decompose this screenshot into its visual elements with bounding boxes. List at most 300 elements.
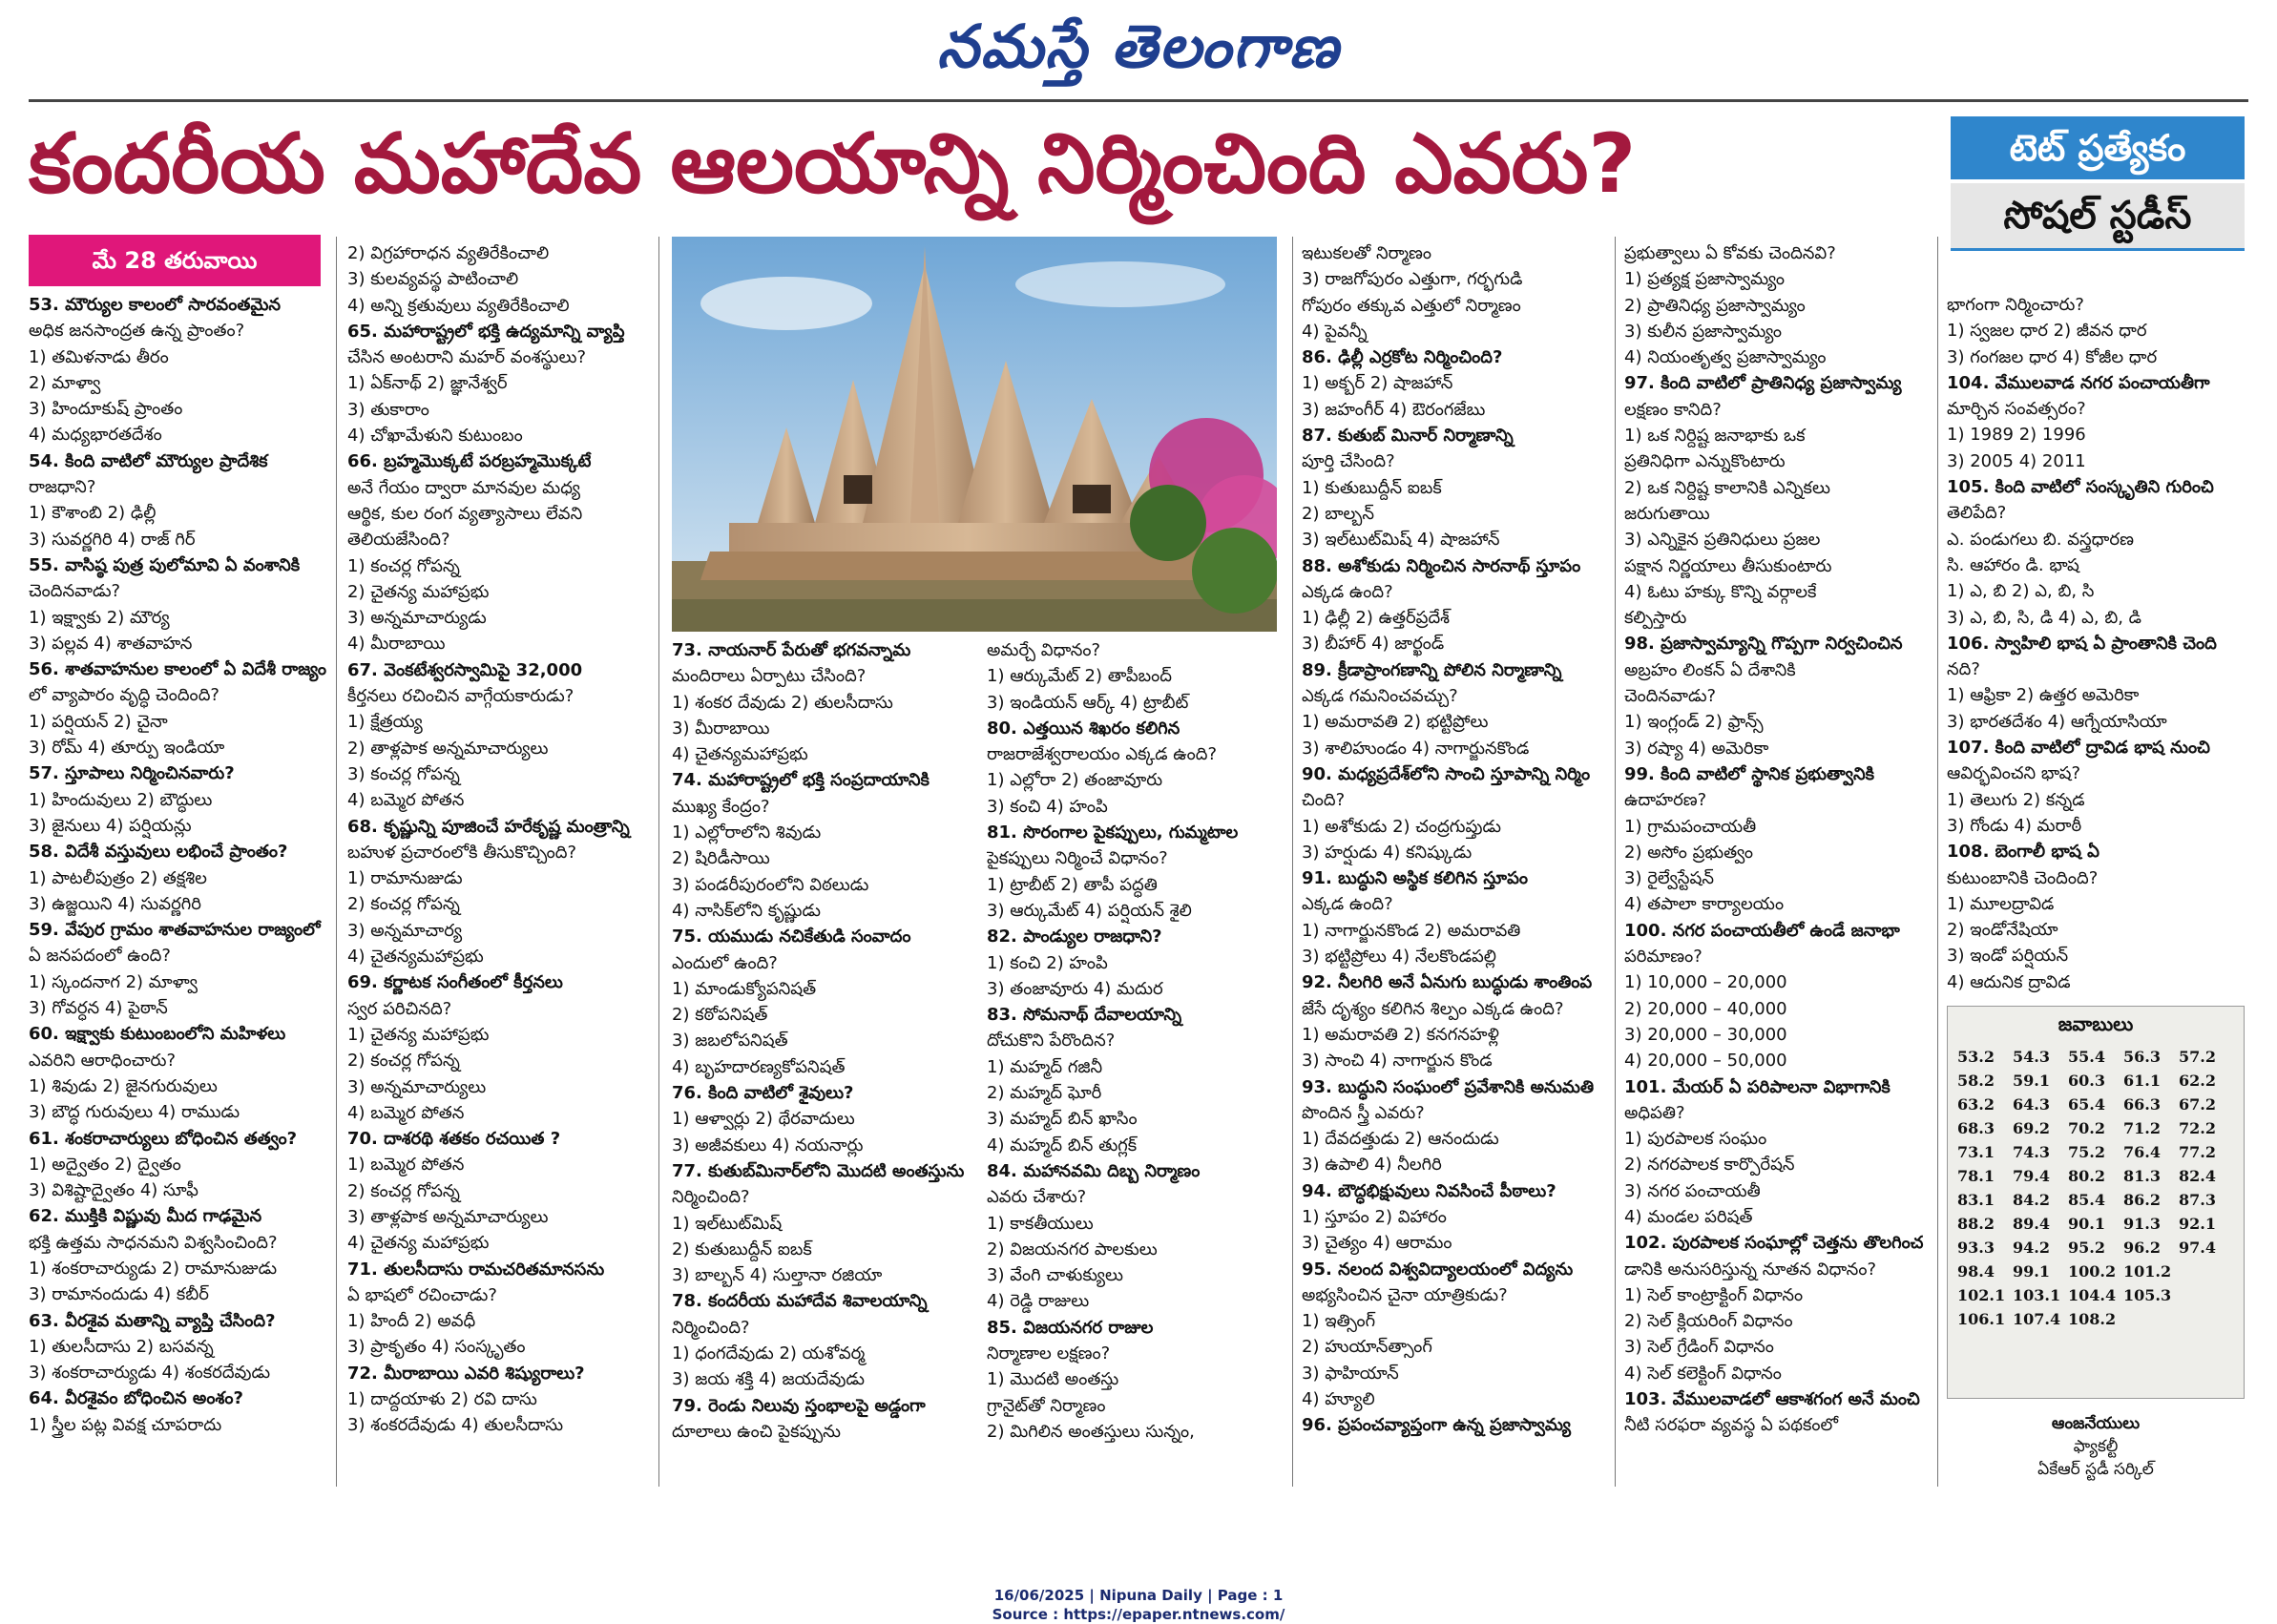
question-text: 65. మహారాష్ట్రలో భక్తి ఉద్యమాన్ని వ్యాప్తి [347, 321, 625, 342]
text-line: ఎక్కడ ఉంది? [1302, 894, 1393, 915]
column-divider [1292, 237, 1293, 1487]
text-line: 1) అమరావతి 2) భట్టిప్రోలు [1302, 712, 1489, 733]
text-line: 3) భట్టిప్రోలు 4) నేలకొండపల్లి [1302, 947, 1496, 968]
text-line: చేసిన అంటరాని మహర్ వంశస్థులు? [347, 347, 587, 368]
text-line: 3) ఇండో పర్షియన్ [1947, 946, 2069, 967]
text-line: 3) భారతదేశం 4) ఆగ్నేయాసియా [1947, 711, 2167, 732]
text-line: 3) మహ్మద్ బిన్ ఖాసిం [987, 1109, 1138, 1130]
text-line: 4) చైతన్యమహాప్రభు [347, 947, 484, 968]
text-line: 3) ఇండియన్ ఆర్క్ 4) ట్రాబీట్ [987, 692, 1189, 713]
text-line: రాజరాజేశ్వరాలయం ఎక్కడ ఉంది? [987, 744, 1218, 765]
text-line: 1) ఆఫ్రికా 2) ఉత్తర అమెరికా [1947, 685, 2140, 706]
column-divider [336, 237, 337, 1487]
text-line: 2) బాల్బన్ [1302, 503, 1374, 524]
answer-item: 73.1 [1957, 1143, 1995, 1161]
top-rule [29, 99, 2248, 102]
text-line: 3) కులీన ప్రజాస్వామ్యం [1624, 321, 1783, 342]
text-line: 3) జయ శక్తి 4) జయదేవుడు [672, 1369, 865, 1390]
text-line: ప్రతినిధిగా ఎన్నుకొంటారు [1624, 451, 1786, 472]
text-line: గ్రానైట్‌తో నిర్మాణం [987, 1395, 1106, 1416]
text-line: కల్పిస్తారు [1624, 608, 1687, 629]
answer-item: 108.2 [2068, 1310, 2117, 1328]
text-line: 1) ఇంగ్లండ్ 2) ఫ్రాన్స్ [1624, 712, 1764, 733]
text-line: 1) దేవదత్తుడు 2) ఆనందుడు [1302, 1129, 1499, 1150]
answer-item: 75.2 [2068, 1143, 2105, 1161]
text-line: 4) అన్ని క్రతువులు వ్యతిరేకించాలి [347, 295, 570, 316]
text-line: 4) పైవన్నీ [1302, 321, 1368, 342]
text-line: 2) కంచర్ల గోపన్న [347, 894, 460, 915]
text-line: 3) పల్లవ 4) శాతవాహన [29, 633, 193, 654]
answer-item: 107.4 [2013, 1310, 2061, 1328]
answer-item: 90.1 [2068, 1215, 2105, 1233]
text-line: 4) బృహదారణ్యకోపనిషత్ [672, 1056, 846, 1077]
text-line: 3) జైనులు 4) పర్షియన్లు [29, 815, 192, 836]
question-text: 57. స్తూపాలు నిర్మించినవారు? [29, 763, 235, 784]
text-line: 3) సాంచి 4) నాగార్జున కొండ [1302, 1051, 1493, 1072]
answer-item: 55.4 [2068, 1048, 2105, 1066]
text-line: 4) చైతన్యమహాప్రభు [672, 744, 808, 765]
text-line: గోపురం తక్కువ ఎత్తులో నిర్మాణం [1302, 295, 1521, 316]
text-line: దోచుకొని పేరొందిన? [987, 1031, 1116, 1051]
text-line: పక్షాన నిర్ణయాలు తీసుకుంటారు [1624, 555, 1832, 576]
temple-illustration [672, 237, 1277, 632]
question-text: 70. దాశరథి శతకం రచయిత ? [347, 1129, 561, 1150]
text-line: సి. ఆహారం డి. భాష [1947, 554, 2079, 575]
temple-photo [672, 237, 1277, 632]
text-line: 2) కంచర్ల గోపన్న [347, 1051, 460, 1072]
text-line: 2) హుయాన్‌త్సాంగ్ [1302, 1337, 1432, 1358]
question-text: 85. విజయనగర రాజుల [987, 1317, 1154, 1338]
text-line: అభ్యసించిన చైనా యాత్రికుడు? [1302, 1284, 1508, 1305]
text-line: 4) బమ్మెర పోతన [347, 790, 465, 811]
answer-item: 86.2 [2123, 1191, 2161, 1209]
answer-item: 91.3 [2123, 1215, 2161, 1233]
text-line: 3) జబలోపనిషత్ [672, 1031, 788, 1051]
text-line: 1) ఇల్‌టుట్‌మిష్ [672, 1213, 783, 1234]
answer-item [2179, 1310, 2234, 1328]
questions-column-6 [1624, 240, 1933, 1481]
author-credit [1981, 1412, 2210, 1481]
question-text: 63. వీరశైవ మతాన్ని వ్యాప్తి చేసింది? [29, 1310, 276, 1331]
answer-item: 98.4 [1957, 1262, 1995, 1280]
text-line: 2) కుతుబుద్దీన్ ఐబక్ [672, 1239, 812, 1260]
text-line: 1) మాండుక్యోపనిషత్ [672, 978, 817, 999]
answer-item [2123, 1310, 2179, 1328]
text-line: 4) 20,000 – 50,000 [1624, 1051, 1787, 1072]
question-text: 54. కింది వాటిలో మౌర్యుల ప్రాదేశిక [29, 450, 268, 471]
answer-item: 88.2 [1957, 1215, 1995, 1233]
text-line: 1) బమ్మెర పోతన [347, 1155, 465, 1176]
text-line: 1) ఒక నిర్దిష్ట జనాభాకు ఒక [1624, 426, 1806, 447]
text-line: 3) చైత్యం 4) ఆరామం [1302, 1233, 1452, 1254]
text-line: 2) మహ్మద్ ఘోరీ [987, 1083, 1102, 1104]
answer-item: 101.2 [2123, 1262, 2172, 1280]
answer-item: 65.4 [2068, 1095, 2105, 1114]
answer-item: 77.2 [2179, 1143, 2216, 1161]
answer-item [2179, 1286, 2234, 1304]
text-line: 3) నగర పంచాయతీ [1624, 1180, 1761, 1201]
answer-item: 105.3 [2123, 1286, 2172, 1304]
answer-item: 76.4 [2123, 1143, 2161, 1161]
answer-item: 78.1 [1957, 1167, 1995, 1185]
answer-item [2179, 1262, 2234, 1280]
text-line: 3) గంగజల ధార 4) కోజీల ధార [1947, 346, 2158, 367]
text-line: 1) ఇత్సింగ్ [1302, 1311, 1376, 1332]
text-line: చింది? [1302, 790, 1346, 811]
text-line: ఏ భాషలో రచించాడు? [347, 1284, 497, 1305]
answer-item: 97.4 [2179, 1239, 2216, 1257]
text-line: 3) గోవర్ధన 4) పైఠాన్ [29, 998, 168, 1019]
text-line: 1) హిందీ 2) అవధీ [347, 1311, 476, 1332]
text-line: 1) కాకతీయులు [987, 1213, 1094, 1234]
text-line: 1) ఆర్కుమేట్ 2) తాపీబంద్ [987, 666, 1172, 687]
question-text: 62. ముక్తికి విష్ణువు మీద గాఢమైన [29, 1206, 262, 1227]
text-line: 3) జహంగీర్ 4) ఔరంగజేబు [1302, 399, 1486, 420]
text-line: 3) అన్నమాచార్యుడు [347, 608, 487, 629]
answer-item: 82.4 [2179, 1167, 2216, 1185]
question-text: 83. సోమనాథ్ దేవాలయాన్ని [987, 1005, 1182, 1026]
text-line: 4) హ్యూలి [1302, 1389, 1375, 1410]
question-text: 67. వెంకటేశ్వరస్వామిపై 32,000 [347, 659, 583, 680]
text-line: 2) 20,000 – 40,000 [1624, 998, 1787, 1019]
question-text: 98. ప్రజాస్వామ్యాన్ని గొప్పగా నిర్వచించిన [1624, 634, 1903, 655]
text-line: 3) శంకరదేవుడు 4) తులసీదాసు [347, 1415, 564, 1436]
question-text: 79. రెండు నిలువు స్తంభాలపై అడ్డంగా [672, 1395, 926, 1416]
question-text: 100. నగర పంచాయతీలో ఉండే జనాభా [1624, 920, 1900, 941]
text-line: 1) శివుడు 2) జైనగురువులు [29, 1075, 218, 1096]
answer-item: 93.3 [1957, 1239, 1995, 1257]
text-line: 3) రష్యా 4) అమెరికా [1624, 738, 1769, 759]
answer-item: 85.4 [2068, 1191, 2105, 1209]
text-line: 4) బమ్మెర పోతన [347, 1102, 465, 1123]
text-line: భాగంగా నిర్మించారు? [1947, 295, 2084, 315]
text-line: 1) కుతుబుద్దీన్ ఐబక్ [1302, 477, 1442, 498]
answer-item: 84.2 [2013, 1191, 2050, 1209]
answer-item: 56.3 [2123, 1048, 2161, 1066]
text-line: 4) ఓటు హక్కు కొన్ని వర్గాలకే [1624, 581, 1817, 602]
text-line: 4) మహ్మద్ బిన్ తుగ్లక్ [987, 1135, 1138, 1156]
page-footer [0, 1586, 2277, 1624]
text-line: అబ్రహం లింకన్ ఏ దేశానికి [1624, 659, 1796, 680]
text-line: పైకప్పులు నిర్మించే విధానం? [987, 848, 1168, 869]
text-line: 1) నాగార్జునకొండ 2) అమరావతి [1302, 920, 1521, 941]
text-line: 1) అక్బర్ 2) షాజహాన్ [1302, 373, 1453, 394]
text-line: 1) తులసీదాసు 2) బసవన్న [29, 1336, 214, 1357]
answer-item: 72.2 [2179, 1119, 2216, 1137]
text-line: 3) ఎ, బి, సి, డి 4) ఎ, బి, డి [1947, 607, 2141, 628]
text-line: 1) మహ్మద్ గజినీ [987, 1056, 1103, 1077]
text-line: 1) మొదటి అంతస్తు [987, 1369, 1119, 1390]
answer-item: 60.3 [2068, 1072, 2105, 1090]
answer-item: 66.3 [2123, 1095, 2161, 1114]
answer-item: 71.2 [2123, 1119, 2161, 1137]
text-line: 2) కఠోపనిషత్ [672, 1005, 768, 1026]
question-text: 102. పురపాలక సంఘాల్లో చెత్తను తొలగించ [1624, 1233, 1924, 1254]
question-text: 77. కుతుబ్‌మినార్‌లోని మొదటి అంతస్తును [672, 1160, 965, 1181]
answer-item: 89.4 [2013, 1215, 2050, 1233]
question-text: 59. వేపుర గ్రామం శాతవాహనుల రాజ్యంలో [29, 920, 321, 941]
text-line: 3) తుకారాం [347, 399, 429, 420]
text-line: లక్షణం కానిది? [1624, 399, 1722, 420]
answer-key-grid [1948, 1040, 2244, 1336]
text-line: చెందినవాడు? [29, 581, 121, 602]
text-line: అనే గేయం ద్వారా మానవుల మధ్య [347, 477, 581, 498]
text-line: 3) పండరీపురంలోని విఠలుడు [672, 874, 869, 895]
text-line: నిర్మించింది? [672, 1317, 750, 1338]
question-text: 60. ఇక్ష్వాకు కుటుంబంలోని మహిళలు [29, 1024, 286, 1045]
text-line: ఆవిర్భవించని భాష? [1947, 763, 2081, 784]
text-line: 2) సెల్ క్లియరింగ్ విధానం [1624, 1311, 1793, 1332]
answer-item: 83.1 [1957, 1191, 1995, 1209]
text-line: 1) శంకర దేవుడు 2) తులసీదాసు [672, 692, 893, 713]
question-text: 108. బెంగాలీ భాష ఏ [1947, 842, 2099, 863]
column-divider [1615, 237, 1616, 1487]
question-text: 105. కింది వాటిలో సంస్కృతిని గురించి [1947, 477, 2214, 498]
text-line: పొందిన స్త్రీ ఎవరు? [1302, 1102, 1425, 1123]
text-line: 3) ఫాహియాన్ [1302, 1363, 1399, 1384]
text-line: 1) స్తూపం 2) విహారం [1302, 1206, 1447, 1227]
text-line: నిర్మించింది? [672, 1187, 750, 1208]
text-line: 1) అమరావతి 2) కనగనహళ్లి [1302, 1024, 1499, 1045]
text-line: ఎ. పండుగలు బి. వస్త్రధారణ [1947, 529, 2134, 550]
questions-column-4 [987, 637, 1288, 1483]
text-line: 4) తపాలా కార్యాలయం [1624, 894, 1785, 915]
text-line: 1) కంచి 2) హంపి [987, 952, 1108, 973]
text-line: 1) తమిళనాడు తీరం [29, 346, 169, 367]
text-line: 1) ట్రాబీట్ 2) తాపీ పద్ధతి [987, 874, 1158, 895]
text-line: 3) అజీవకులు 4) నయనార్లు [672, 1135, 864, 1156]
answer-item: 69.2 [2013, 1119, 2050, 1137]
text-line: 1) గ్రామపంచాయతీ [1624, 816, 1757, 837]
text-line: 4) ఆదునిక ద్రావిడ [1947, 971, 2071, 992]
answer-item: 80.2 [2068, 1167, 2105, 1185]
text-line: ఎక్కడ ఉంది? [1302, 581, 1393, 602]
text-line: 1) స్త్రీల పట్ల వివక్ష చూపరాదు [29, 1414, 222, 1435]
text-line: 1) ఎల్లోరా 2) తంజావూరు [987, 770, 1163, 791]
question-text: 68. కృష్ణున్ని పూజించే హరేకృష్ణ మంత్రాన్ని [347, 816, 630, 837]
text-line: ఎవరు చేశారు? [987, 1187, 1087, 1208]
text-line: 3) ఎన్నికైన ప్రతినిధులు ప్రజల [1624, 530, 1821, 551]
tet-special-badge: టెట్ ప్రత్యేకం [1951, 116, 2245, 179]
question-text: 107. కింది వాటిలో ద్రావిడ భాష నుంచి [1947, 738, 2210, 759]
answer-item: 54.3 [2013, 1048, 2050, 1066]
answer-item: 81.3 [2123, 1167, 2161, 1185]
text-line: 2) చైతన్య మహాప్రభు [347, 581, 490, 602]
text-line: 3) బీహార్ 4) జార్ఖండ్ [1302, 634, 1445, 655]
text-line: దూలాలు ఉంచి పైకప్పును [672, 1421, 842, 1442]
text-line: 3) ఆర్కుమేట్ 4) పర్షియన్ శైలి [987, 900, 1192, 921]
text-line: 3) తాళ్లపాక అన్నమాచార్యులు [347, 1206, 549, 1227]
text-line: 1) స్వజల ధార 2) జీవన ధార [1947, 321, 2147, 342]
answer-item: 67.2 [2179, 1095, 2216, 1114]
text-line: 3) వేంగి చాళుక్యులు [987, 1265, 1123, 1286]
text-line: 1) ఎల్లోరాలోని శివుడు [672, 822, 822, 843]
answer-item: 87.3 [2179, 1191, 2216, 1209]
text-line: ఏ జనపదంలో ఉంది? [29, 946, 171, 967]
text-line: 3) విశిష్టాద్వైతం 4) సూఫీ [29, 1180, 198, 1201]
answer-item: 68.3 [1957, 1119, 1995, 1137]
author-name: ఆంజనేయులు [2051, 1414, 2141, 1433]
question-text: 106. స్వాహిలి భాష ఏ ప్రాంతానికి చెంది [1947, 633, 2217, 654]
text-line: ఎందులో ఉంది? [672, 952, 778, 973]
question-text: 101. మేయర్ ఏ పరిపాలనా విభాగానికి [1624, 1076, 1891, 1097]
text-line: 4) మండల పరిషత్ [1624, 1206, 1753, 1227]
text-line: 4) మధ్యభారతదేశం [29, 425, 162, 446]
questions-column-7 [1947, 292, 2248, 998]
text-line: 1) ప్రత్యక్ష ప్రజాస్వామ్యం [1624, 269, 1785, 290]
question-text: 87. కుతుబ్ మినార్ నిర్మాణాన్ని [1302, 426, 1514, 447]
question-text: 53. మౌర్యుల కాలంలో సారవంతమైన [29, 295, 282, 315]
question-text: 73. నాయనార్ పేరుతో భగవన్నామ [672, 640, 911, 660]
question-text: 56. శాతవాహనుల కాలంలో ఏ విదేశీ రాజ్యం [29, 659, 326, 680]
answer-item: 99.1 [2013, 1262, 2050, 1280]
text-line: లో వ్యాపారం వృద్ధి చెందింది? [29, 685, 219, 706]
text-line: 1) తెలుగు 2) కన్నడ [1947, 789, 2085, 810]
text-line: 1) అద్వైతం 2) ద్వైతం [29, 1154, 181, 1175]
question-text: 84. మహానవమి దిబ్బ నిర్మాణం [987, 1160, 1201, 1181]
column-divider [1937, 237, 1938, 1487]
text-line: 2) కంచర్ల గోపన్న [347, 1180, 460, 1201]
questions-column-1 [29, 292, 332, 1485]
text-line: 1) పర్షియన్ 2) చైనా [29, 711, 168, 732]
text-line: 1) హిందువులు 2) బౌద్ధులు [29, 789, 213, 810]
text-line: అమర్చే విధానం? [987, 640, 1101, 660]
text-line: 1) సెల్ కాంట్రాక్టింగ్ విధానం [1624, 1284, 1804, 1305]
text-line: పూర్తి చేసింది? [1302, 451, 1395, 472]
answer-item: 92.1 [2179, 1215, 2216, 1233]
question-text: 103. వేములవాడలో ఆకాశగంగ అనే మంచి [1624, 1389, 1920, 1410]
text-line: 3) కులవ్యవస్థ పాటించాలి [347, 269, 519, 290]
text-line: 3) బాల్బన్ 4) సుల్తానా రజియా [672, 1265, 883, 1286]
question-text: 88. అశోకుడు నిర్మించిన సారనాథ్ స్తూపం [1302, 555, 1581, 576]
text-line: డానికి అనుసరిస్తున్న నూతన విధానం? [1624, 1259, 1876, 1280]
question-text: 92. నీలగిరి అనే ఏనుగు బుద్ధుడు శాంతింప [1302, 972, 1593, 993]
answer-item: 63.2 [1957, 1095, 1995, 1114]
text-line: ఎవరిని ఆరాధించారు? [29, 1050, 177, 1071]
text-line: 2) నగరపాలక కార్పొరేషన్ [1624, 1155, 1795, 1176]
question-text: 82. పాండ్యుల రాజధాని? [987, 927, 1162, 947]
text-line: 3) రోమ్ 4) తూర్పు ఇండియా [29, 738, 225, 759]
text-line: 2) షిరిడీసాయి [672, 848, 770, 869]
text-line: జేసే దృశ్యం కలిగిన శిల్పం ఎక్కడ ఉంది? [1302, 998, 1564, 1019]
text-line: 2) తాళ్లపాక అన్నమాచార్యులు [347, 738, 549, 759]
text-line: మార్చిన సంవత్సరం? [1947, 399, 2086, 420]
text-line: 1) కౌశాంబి 2) ఢిల్లీ [29, 503, 157, 524]
text-line: 4) రెడ్డి రాజులు [987, 1291, 1090, 1312]
column-divider [658, 237, 659, 1487]
text-line: 3) కంచర్ల గోపన్న [347, 763, 460, 784]
text-line: 3) కంచి 4) హంపి [987, 796, 1108, 817]
text-line: కీర్తనలు రచించిన వాగ్గేయకారుడు? [347, 686, 574, 707]
text-line: 3) బౌద్ధ గురువులు 4) రాముడు [29, 1102, 240, 1123]
text-line: ముఖ్య కేంద్రం? [672, 796, 770, 817]
answer-item: 100.2 [2068, 1262, 2117, 1280]
answer-item: 94.2 [2013, 1239, 2050, 1257]
text-line: 1) క్షేత్రయ్య [347, 712, 423, 733]
text-line: 3) గోండు 4) మరాఠీ [1947, 815, 2082, 836]
answer-item: 103.1 [2013, 1286, 2061, 1304]
text-line: 4) నియంతృత్వ ప్రజాస్వామ్యం [1624, 347, 1827, 368]
answer-item: 58.2 [1957, 1072, 1995, 1090]
text-line: 1) శంకరాచార్యుడు 2) రామానుజుడు [29, 1258, 278, 1279]
question-text: 55. వాసిష్ఠ పుత్ర పులోమావి ఏ వంశానికి [29, 554, 301, 575]
text-line: 1) దాద్దయాళు 2) రవి దాసు [347, 1389, 537, 1410]
question-text: 97. కింది వాటిలో ప్రాతినిధ్య ప్రజాస్వామ్య [1624, 373, 1902, 394]
text-line: 2) మిగిలిన అంతస్తులు సున్నం, [987, 1421, 1195, 1442]
text-line: పరిమాణం? [1624, 947, 1703, 968]
text-line: 2) అసోం ప్రభుత్వం [1624, 842, 1753, 863]
text-line: నిర్మాణాల లక్షణం? [987, 1343, 1111, 1364]
continuation-tag: మే 28 తరువాయి [29, 235, 321, 286]
questions-column-5 [1302, 240, 1611, 1481]
text-line: 3) రాజగోపురం ఎత్తుగా, గర్భగుడి [1302, 269, 1523, 290]
text-line: ఎక్కడ గమనించవచ్చు? [1302, 686, 1458, 707]
answer-item: 74.3 [2013, 1143, 2050, 1161]
text-line: నీటి సరఫరా వ్యవస్థ ఏ పథకంలో [1624, 1415, 1839, 1436]
question-text: 81. సొరంగాల పైకప్పులు, గుమ్మటాల [987, 822, 1239, 843]
text-line: నది? [1947, 659, 1980, 680]
text-line: చెందినవాడు? [1624, 686, 1717, 707]
text-line: 3) అన్నమాచార్యులు [347, 1076, 487, 1097]
text-line: 3) అన్నమాచార్య [347, 920, 463, 941]
masthead: నమస్తే తెలంగాణ [936, 11, 1341, 81]
text-line: 2) ప్రాతినిధ్య ప్రజాస్వామ్యం [1624, 295, 1806, 316]
answer-item: 64.3 [2013, 1095, 2050, 1114]
answer-item: 53.2 [1957, 1048, 1995, 1066]
text-line: 1) స్కందనాగ 2) మాళ్వా [29, 971, 198, 992]
answer-item: 70.2 [2068, 1119, 2105, 1137]
answer-item: 57.2 [2179, 1048, 2216, 1066]
question-text: 96. ప్రపంచవ్యాప్తంగా ఉన్న ప్రజాస్వామ్య [1302, 1415, 1572, 1436]
text-line: 3) 2005 4) 2011 [1947, 450, 2086, 471]
text-line: 1) మూలద్రావిడ [1947, 893, 2055, 914]
question-text: 72. మీరాబాయి ఎవరి శిష్యురాలు? [347, 1363, 585, 1384]
answer-item: 96.2 [2123, 1239, 2161, 1257]
text-line: 1) కంచర్ల గోపన్న [347, 555, 460, 576]
text-line: 1) ఇక్ష్వాకు 2) మౌర్య [29, 607, 170, 628]
text-line: స్వర పరిచినది? [347, 998, 452, 1019]
text-line: 1) ఎ, బి 2) ఎ, బి, సి [1947, 581, 2095, 602]
text-line: కుటుంబానికి చెందింది? [1947, 867, 2099, 888]
headline: కందరీయ మహాదేవ ఆలయాన్ని నిర్మించింది ఎవరు? [29, 116, 1637, 212]
question-text: 66. బ్రహ్మమొక్కటే పరబ్రహ్మమొక్కటే [347, 451, 592, 472]
answer-item: 102.1 [1957, 1286, 2006, 1304]
question-text: 95. నలంద విశ్వవిద్యాలయంలో విద్యను [1302, 1259, 1574, 1280]
text-line: 1) పురపాలక సంఘం [1624, 1129, 1767, 1150]
text-line: 2) విజయనగర పాలకులు [987, 1239, 1158, 1260]
text-line: జరుగుతాయి [1624, 503, 1710, 524]
text-line: ఆర్థిక, కుల రంగ వ్యత్యాసాలు లేవని [347, 503, 583, 524]
answer-item: 95.2 [2068, 1239, 2105, 1257]
text-line: 2) ఇండోనేషియా [1947, 920, 2058, 941]
question-text: 78. కందరీయ మహాదేవ శివాలయాన్ని [672, 1291, 928, 1312]
answer-key-box [1947, 1006, 2245, 1399]
text-line: 2) మాళ్వా [29, 372, 101, 393]
text-line: 4) మీరాబాయి [347, 634, 446, 655]
text-line: తెలియజేసింది? [347, 530, 450, 551]
text-line: ఉదాహరణ? [1624, 790, 1707, 811]
text-line: 1) ఏక్‌నాథ్ 2) జ్ఞానేశ్వర్ [347, 373, 508, 394]
text-line: భక్తి ఉత్తమ సాధనమని విశ్వసించింది? [29, 1232, 278, 1253]
question-text: 75. యముడు నచికేతుడి సంవాదం [672, 927, 911, 947]
text-line: ప్రభుత్వాలు ఏ కోవకు చెందినవి? [1624, 243, 1836, 263]
text-line: 3) ఉజ్జయిని 4) సువర్ణగిరి [29, 893, 201, 914]
question-text: 74. మహారాష్ట్రలో భక్తి సంప్రదాయానికి [672, 770, 930, 791]
text-line: 4) చైతన్య మహాప్రభు [347, 1233, 490, 1254]
text-line: 1) రామానుజుడు [347, 868, 463, 889]
answer-item: 104.4 [2068, 1286, 2117, 1304]
question-text: 80. ఎత్తయిన శిఖరం కలిగిన [987, 718, 1180, 739]
